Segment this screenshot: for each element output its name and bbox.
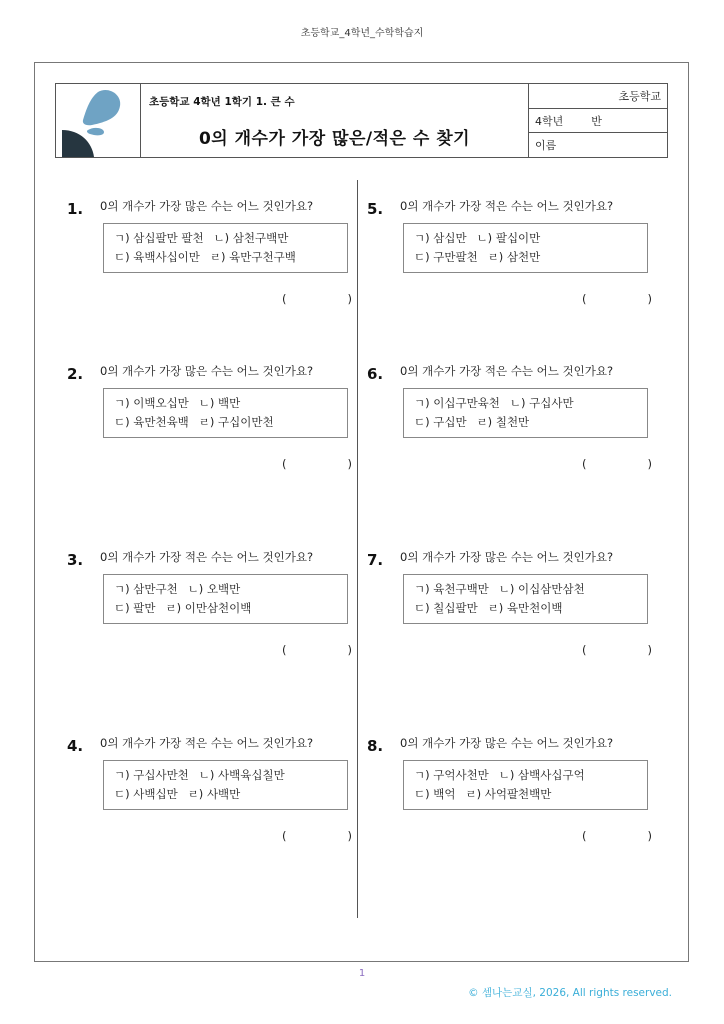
choices-box [403,574,648,624]
choice-a: ㄱ) 삼십팔만 팔천 [114,231,204,245]
choices-box [103,223,348,273]
grade-label: 4학년 [535,114,564,128]
question-text: 0의 개수가 가장 많은 수는 어느 것인가요? [400,736,614,750]
choice-b: ㄴ) 삼백사십구억 [498,768,585,782]
choice-a: ㄱ) 육천구백만 [414,582,489,596]
worksheet-subtitle: 초등학교 4학년 1학기 1. 큰 수 [149,96,295,108]
choice-a: ㄱ) 삼십만 [414,231,467,245]
choices-box [103,574,348,624]
choice-a: ㄱ) 구억사천만 [414,768,489,782]
worksheet-title: 0의 개수가 가장 많은/적은 수 찾기 [198,129,471,149]
question-number: 5. [367,200,384,218]
choice-a: ㄱ) 이백오십만 [114,396,189,410]
choice-c: ㄷ) 구십만 [414,415,467,429]
question-number: 2. [67,365,84,383]
student-info [529,84,667,157]
name-label: 이름 [535,139,557,153]
choice-d: ㄹ) 이만삼천이백 [165,601,252,615]
answer-blank[interactable] [582,457,652,471]
choice-d: ㄹ) 육만구천구백 [209,250,296,264]
paren-open: ( [282,457,287,471]
paren-open: ( [582,292,587,306]
choices-box [103,760,348,810]
question-text: 0의 개수가 가장 적은 수는 어느 것인가요? [100,550,314,564]
choice-d: ㄹ) 삼천만 [487,250,541,264]
school-field[interactable] [529,84,667,109]
question-text: 0의 개수가 가장 적은 수는 어느 것인가요? [100,736,314,750]
answer-blank[interactable] [582,292,652,306]
choices-box [403,223,648,273]
logo-icon [56,84,140,157]
choice-a: ㄱ) 이십구만육천 [414,396,500,410]
grade-class-field[interactable] [529,109,667,134]
choice-a: ㄱ) 구십사만천 [114,768,189,782]
answer-blank[interactable] [582,643,652,657]
answer-blank[interactable] [282,457,352,471]
answer-blank[interactable] [282,829,352,843]
question-text: 0의 개수가 가장 많은 수는 어느 것인가요? [400,550,614,564]
choice-b: ㄴ) 이십삼만삼천 [498,582,585,596]
page-number: 1 [358,968,366,979]
question-4 [67,725,367,885]
question-number: 4. [67,737,84,755]
answer-blank[interactable] [582,829,652,843]
question-5 [367,188,667,348]
choice-b: ㄴ) 오백만 [187,582,241,596]
question-text: 0의 개수가 가장 많은 수는 어느 것인가요? [100,364,314,378]
paren-close: ) [347,457,352,471]
question-text: 0의 개수가 가장 적은 수는 어느 것인가요? [400,364,614,378]
question-7 [367,539,667,699]
paren-close: ) [647,829,652,843]
question-number: 8. [367,737,384,755]
paren-close: ) [347,643,352,657]
name-field[interactable] [529,133,667,157]
paren-open: ( [282,643,287,657]
answer-blank[interactable] [282,643,352,657]
choice-b: ㄴ) 백만 [198,396,241,410]
question-number: 6. [367,365,384,383]
choice-c: ㄷ) 팔만 [114,601,156,615]
question-8 [367,725,667,885]
question-number: 1. [67,200,84,218]
choice-d: ㄹ) 사백만 [187,787,241,801]
school-label: 초등학교 [618,89,661,103]
answer-blank[interactable] [282,292,352,306]
paren-close: ) [347,829,352,843]
question-text: 0의 개수가 가장 적은 수는 어느 것인가요? [400,199,614,213]
question-2 [67,353,367,513]
question-3 [67,539,367,699]
copyright-notice: © 셈나는교실, 2026, All rights reserved. [468,987,672,999]
paren-close: ) [647,292,652,306]
choice-d: ㄹ) 칠천만 [476,415,530,429]
paren-open: ( [582,643,587,657]
question-1 [67,188,367,348]
choice-b: ㄴ) 삼천구백만 [213,231,289,245]
choice-d: ㄹ) 사억팔천백만 [465,787,552,801]
choice-b: ㄴ) 구십사만 [509,396,574,410]
question-6 [367,353,667,513]
paren-close: ) [647,643,652,657]
choice-d: ㄹ) 육만천이백 [487,601,563,615]
choice-c: ㄷ) 육백사십이만 [114,250,200,264]
question-number: 7. [367,551,384,569]
choice-b: ㄴ) 사백육십칠만 [198,768,285,782]
choice-a: ㄱ) 삼만구천 [114,582,178,596]
class-label: 반 [591,114,602,128]
choice-c: ㄷ) 백억 [414,787,456,801]
choice-b: ㄴ) 팔십이만 [476,231,541,245]
choice-c: ㄷ) 칠십팔만 [414,601,478,615]
choice-c: ㄷ) 구만팔천 [414,250,478,264]
choice-d: ㄹ) 구십이만천 [198,415,274,429]
choice-c: ㄷ) 사백십만 [114,787,178,801]
title-cell [141,84,529,157]
paren-open: ( [582,457,587,471]
paren-close: ) [647,457,652,471]
choices-box [403,388,648,438]
paren-open: ( [282,292,287,306]
question-text: 0의 개수가 가장 많은 수는 어느 것인가요? [100,199,314,213]
choice-c: ㄷ) 육만천육백 [114,415,189,429]
choices-box [403,760,648,810]
choices-box [103,388,348,438]
paren-open: ( [282,829,287,843]
logo-cell [56,84,141,157]
paren-close: ) [347,292,352,306]
title-block [55,83,668,158]
paren-open: ( [582,829,587,843]
question-number: 3. [67,551,84,569]
document-header: 초등학교_4학년_수학학습지 [300,28,424,39]
